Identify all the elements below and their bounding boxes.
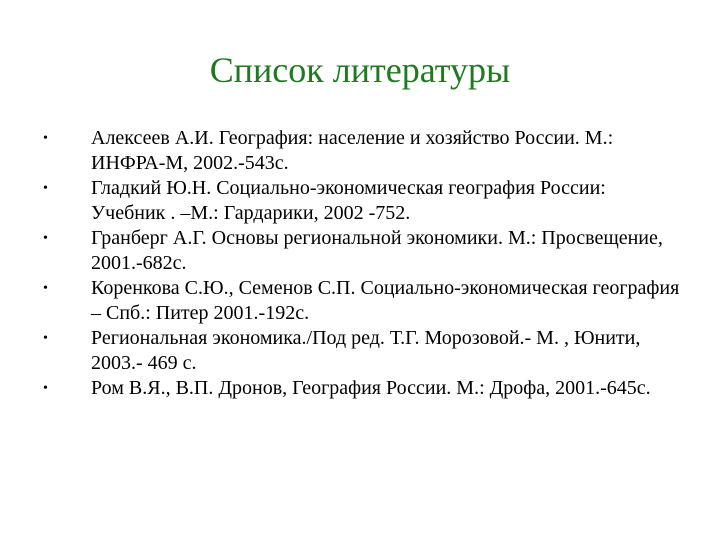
bullet-icon: • bbox=[43, 381, 48, 396]
reference-item bbox=[0, 276, 720, 326]
reference-text: Коренкова С.Ю., Семенов С.П. Социально-экономическая география – Спб.: Питер 2001.-192с. bbox=[91, 277, 680, 324]
bullet-icon: • bbox=[43, 181, 48, 196]
reference-text: Гранберг А.Г. Основы региональной экономики. М.: Просвещение, 2001.-682с. bbox=[91, 227, 663, 274]
reference-item bbox=[0, 126, 720, 176]
bullet-icon: • bbox=[43, 331, 48, 346]
reference-item bbox=[0, 176, 720, 226]
reference-item bbox=[0, 376, 720, 426]
reference-text: Алексеев А.И. География: население и хозяйство России. М.: ИНФРА-М, 2002.-543с. bbox=[91, 127, 614, 174]
bullet-icon: • bbox=[43, 281, 48, 296]
reference-text: Региональная экономика./Под ред. Т.Г. Морозовой.- М. , Юнити, 2003.- 469 с. bbox=[91, 327, 641, 374]
reference-text: Ром В.Я., В.П. Дронов, География России. М.: Дрофа, 2001.-645с. bbox=[91, 377, 651, 399]
reference-item bbox=[0, 226, 720, 276]
reference-item bbox=[0, 326, 720, 376]
bullet-icon: • bbox=[43, 231, 48, 246]
reference-text: Гладкий Ю.Н. Социально-экономическая география России: Учебник . –М.: Гардарики, 2002 -752. bbox=[91, 177, 606, 224]
reference-list bbox=[0, 126, 720, 426]
slide-title: Список литературы bbox=[209, 50, 511, 90]
bullet-icon: • bbox=[43, 131, 48, 146]
